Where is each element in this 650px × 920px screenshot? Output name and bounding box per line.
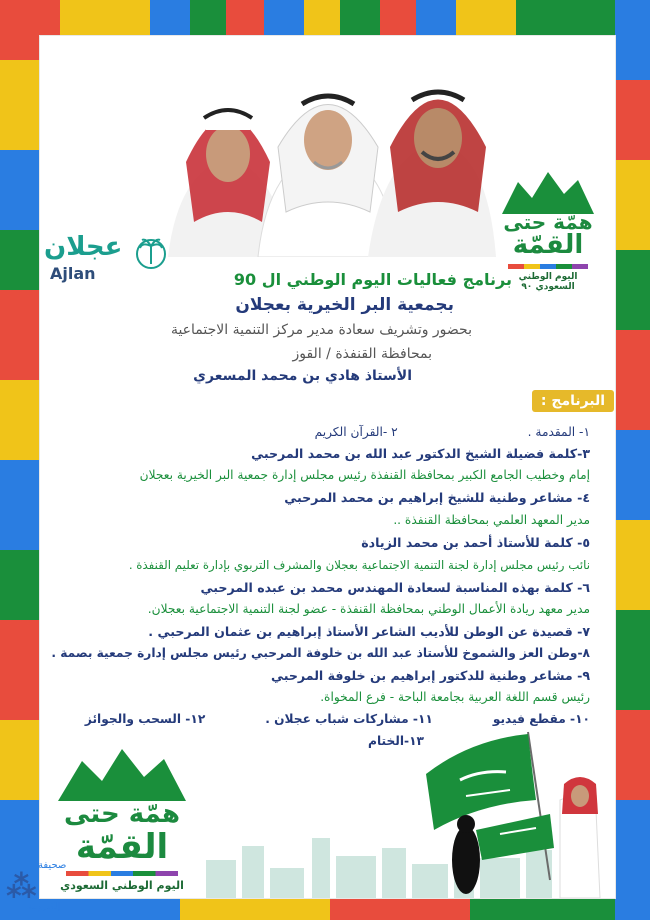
leaders-portraits <box>158 52 498 257</box>
national-day-badge-top <box>498 168 598 292</box>
program-item: نائب رئيس مجلس إدارة لجنة التنمية الاجتماعية بعجلان والمشرف التربوي بإدارة تعليم القنفذة . <box>128 558 590 572</box>
national-day-badge-bottom <box>52 745 192 895</box>
watermark-line2: إلكترونية <box>28 902 61 912</box>
flag-scene <box>420 730 610 898</box>
program-item-youth: ١١- مشاركات شباب عجلان . <box>265 712 433 726</box>
program-item: ٧- قصيدة عن الوطن للأديب الشاعر الأستاذ إبراهيم بن عثمان المرحبي . <box>148 624 590 639</box>
program-item: رئيس قسم اللغة العربية بجامعة الباحة - فرع المخواة. <box>320 690 590 704</box>
event-title: برنامج فعاليات اليوم الوطني ال 90 <box>233 270 512 289</box>
badge-strip <box>508 264 588 269</box>
logo-arabic-text: عجلان <box>44 232 123 262</box>
organization-name: بجمعية البر الخيرية بعجلان <box>235 295 454 315</box>
program-item <box>70 425 590 439</box>
attendance-line-2: بمحافظة القنفذة / القوز <box>292 346 432 362</box>
watermark-logo <box>2 860 72 916</box>
program-item: مدير المعهد العلمي بمحافظة القنفذة .. <box>393 513 590 527</box>
mountain-icon <box>52 745 192 805</box>
program-item: ٩- مشاعر وطنية للدكتور إبراهيم بن خلوفة المرحبي <box>270 668 590 683</box>
program-item: ٤- مشاعر وطنية للشيخ إبراهيم بن محمد المرحبي <box>284 490 590 505</box>
program-item-video: ١٠- مقطع فيديو <box>492 712 590 726</box>
badge-line2: القمّة <box>75 827 169 867</box>
badge-subtitle: اليوم الوطني السعودي ٩٠ <box>518 272 578 292</box>
badge-line1: همّة حتى <box>64 799 180 829</box>
program-item-draw: ١٢- السحب والجوائز <box>84 712 206 726</box>
program-item: ٨-وطن العز والشموخ للأستاذ عبد الله بن خلوفة المرحبي رئيس مجلس إدارة جمعية بصمة . <box>51 646 590 660</box>
badge-subtitle: اليوم الوطني السعودي <box>60 879 184 892</box>
program-item: ١٣-الختام <box>368 734 424 748</box>
attendance-line-1: بحضور وتشريف سعادة مدير مركز التنمية الاجتماعية <box>170 322 472 338</box>
program-item-quran: ٢ -القرآن الكريم <box>314 425 398 439</box>
watermark-mark: ⁂ <box>6 870 37 905</box>
program-item-intro: ١- المقدمة . <box>527 425 590 439</box>
logo-english-text: Ajlan <box>50 264 96 283</box>
program-item: ٣-كلمة فضيلة الشيخ الدكتور عبد الله بن محمد المرحبي <box>251 446 590 461</box>
attendance-line-3: الأستاذ هادي بن محمد المسعري <box>193 368 412 384</box>
ajlan-logo <box>44 228 164 288</box>
program-item <box>40 712 590 726</box>
program-item: ٥- كلمة للأستاذ أحمد بن محمد الزيادة <box>361 535 590 550</box>
program-item: إمام وخطيب الجامع الكبير بمحافظة القنفذة رئيس مجلس إدارة جمعية البر الخيرية بعجلان <box>139 468 590 482</box>
program-item: ٦- كلمة بهذه المناسبة لسعادة المهندس محمد بن عبده المرحبي <box>200 580 590 595</box>
program-label: البرنامج : <box>532 390 614 412</box>
badge-line2: القمّة <box>512 230 584 260</box>
program-item: مدير معهد ريادة الأعمال الوطني بمحافظة القنفذة - عضو لجنة التنمية الاجتماعية بعجلان. <box>147 602 590 616</box>
palm-icon <box>136 234 166 274</box>
badge-line1: همّة حتى <box>503 210 593 234</box>
badge-strip <box>66 871 178 876</box>
watermark-line1: صحيفة <box>38 860 67 871</box>
